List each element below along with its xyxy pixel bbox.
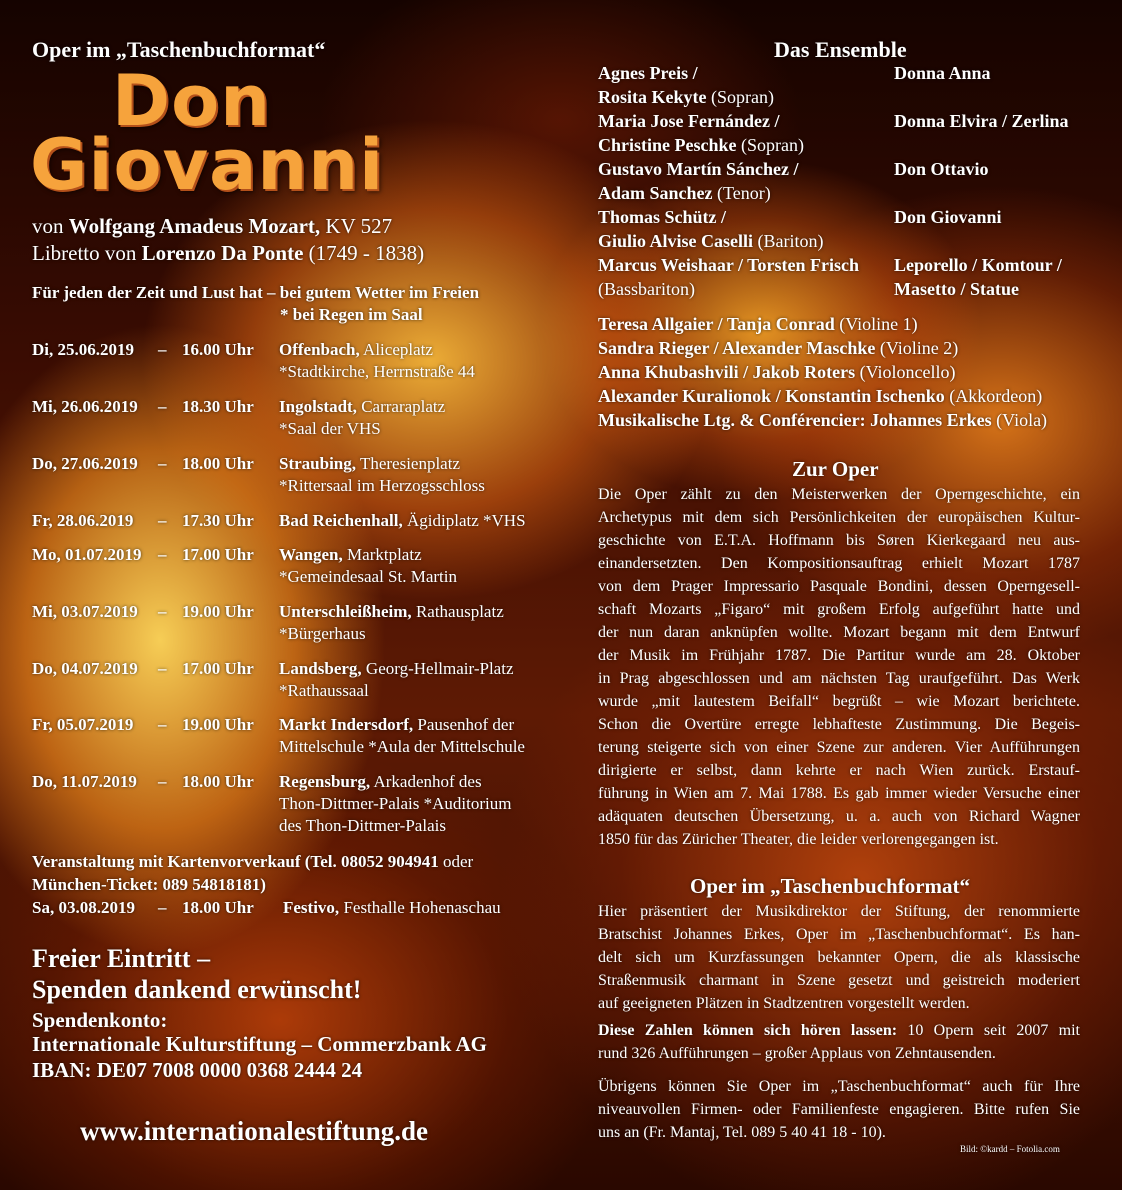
date: Do, 11.07.2019 <box>32 772 137 791</box>
paragraph-line: auf geeigneten Plätzen in Stadtzentren vorgestellt werden. <box>598 995 970 1012</box>
musician-instrument: (Violine 2) <box>875 338 959 358</box>
paragraph-line: Hier präsentiert der Musikdirektor der Stiftung, der renommierte <box>598 903 1080 920</box>
free-entry: Freier Eintritt – <box>32 944 211 973</box>
place: Theresienplatz <box>356 454 461 473</box>
time: 18.00 Uhr <box>182 454 254 473</box>
musician <box>598 410 1047 431</box>
ticketed-line: Veranstaltung mit Kartenvorverkauf (Tel. 08052 904941 oder <box>32 852 474 871</box>
singer-name: Thomas Schütz / <box>598 207 727 227</box>
paragraph-line: 1850 für das Züricher Theater, die leider verlorengegangen ist. <box>598 831 999 848</box>
singer-name: Agnes Preis / <box>598 63 698 83</box>
place: Rathausplatz <box>411 602 504 621</box>
paragraph-line: uns an (Fr. Mantaj, Tel. 089 5 40 41 18 - 10). <box>598 1124 886 1141</box>
composer-line: von Wolfgang Amadeus Mozart, KV 527 <box>32 214 393 238</box>
city: Unterschleißheim, <box>279 602 412 621</box>
role: Masetto / Statue <box>894 279 1019 299</box>
singer-name: Maria Jose Fernández / <box>598 111 780 131</box>
role: Leporello / Komtour / <box>894 255 1062 275</box>
venue <box>279 454 460 474</box>
venue <box>279 602 504 622</box>
musician-instrument: (Violine 1) <box>834 314 918 334</box>
donations-welcome: Spenden dankend erwünscht! <box>32 975 362 1004</box>
role: Donna Anna <box>894 63 991 83</box>
venue <box>279 659 514 679</box>
time: 17.00 Uhr <box>182 659 254 678</box>
date: Do, 27.06.2019 <box>32 454 138 473</box>
date-dash: – <box>158 772 167 791</box>
venue <box>279 397 445 417</box>
singer-name-2 <box>598 279 695 300</box>
singer-name-bold: Giulio Alvise Caselli <box>598 231 754 251</box>
city: Offenbach, <box>279 340 360 359</box>
website-link[interactable]: www.internationalestiftung.de <box>80 1116 429 1146</box>
ensemble-title: Das Ensemble <box>774 37 907 62</box>
singer-name: Marcus Weishaar / Torsten Frisch <box>598 255 860 275</box>
singer-voice: (Bariton) <box>753 231 824 251</box>
musician-instrument: (Viola) <box>991 410 1048 430</box>
singer-name-2 <box>598 183 771 204</box>
paragraph-line: schaft Mozarts „Figaro“ mit großem Erfolg aufgeführt hatte und <box>598 601 1080 618</box>
venue <box>279 545 422 565</box>
tagline: Oper im „Taschenbuchformat“ <box>32 37 326 62</box>
city: Ingolstadt, <box>279 397 357 416</box>
paragraph-line: Die Oper zählt zu den Meisterwerken der Operngeschichte, ein <box>598 486 1080 503</box>
paragraph-line: delt sich um Kurzfassungen bekannter Opern, die als klassische <box>598 949 1080 966</box>
place: Aliceplatz <box>359 340 433 359</box>
venue <box>279 511 526 531</box>
time: 17.00 Uhr <box>182 545 254 564</box>
paragraph-line: niveauvollen Firmen- oder Familienfeste engagieren. Bitte rufen Sie <box>598 1101 1080 1118</box>
musician-instrument: (Violoncello) <box>855 362 956 382</box>
singer-voice: (Bassbariton) <box>598 279 695 299</box>
paragraph-line: in Prag abgeschlossen und am nächsten Tag uraufgeführt. Das Werk <box>598 670 1080 687</box>
date: Fr, 05.07.2019 <box>32 715 134 734</box>
donation-bank: Internationale Kulturstiftung – Commerzbank AG <box>32 1032 488 1056</box>
libretto-line: Libretto von Lorenzo Da Ponte (1749 - 1838) <box>32 241 425 265</box>
musician-name: Teresa Allgaier / Tanja Conrad <box>598 314 835 334</box>
rain-venue: Mittelschule *Aula der Mittelschule <box>279 737 525 756</box>
musician-name: Musikalische Ltg. & Conférencier: Johannes Erkes <box>598 410 992 430</box>
singer-name-2 <box>598 231 824 252</box>
rain-venue: *Rathaussaal <box>279 681 369 700</box>
zur-oper-title: Zur Oper <box>792 457 879 481</box>
time: 19.00 Uhr <box>182 715 254 734</box>
donation-account-label: Spendenkonto: <box>32 1008 168 1032</box>
singer-voice: (Sopran) <box>706 87 774 107</box>
musician-name: Sandra Rieger / Alexander Maschke <box>598 338 876 358</box>
date-dash: – <box>158 545 167 564</box>
place: Georg-Hellmair-Platz <box>361 659 514 678</box>
singer-name-2 <box>598 135 804 156</box>
paragraph-line: Straßenmusik charmant in Szene gesetzt und geistreich moderiert <box>598 972 1080 989</box>
intro-line: Für jeden der Zeit und Lust hat – bei gutem Wetter im Freien <box>32 283 480 302</box>
paragraph-line: einandersetzten. Den Kompositionsauftrag erhielt Mozart 1787 <box>598 555 1080 572</box>
image-credit: Bild: ©kardd – Fotolia.com <box>960 1144 1060 1154</box>
musician <box>598 338 958 359</box>
ticketed-munich: München-Ticket: 089 54818181) <box>32 875 266 894</box>
time: 16.00 Uhr <box>182 340 254 359</box>
date: Mi, 03.07.2019 <box>32 602 138 621</box>
paragraph-line: Archetypus mit dem sich Persönlichkeiten der europäischen Kultur- <box>598 509 1080 526</box>
paragraph-line: von dem Prager Impressario Pasquale Bondini, dessen Operngesell- <box>598 578 1080 595</box>
musician <box>598 386 1042 407</box>
paragraph-line: wurde „mit lautestem Beifall“ begrüßt – wie Mozart berichtete. <box>598 693 1080 710</box>
city: Bad Reichenhall, <box>279 511 403 530</box>
taschenbuch-title: Oper im „Taschenbuchformat“ <box>690 874 971 898</box>
paragraph-line: dirigierte er selbst, dann kehrte er nach Wien zurück. Erstauf- <box>598 762 1080 779</box>
city: Wangen, <box>279 545 343 564</box>
ticketed-dash: – <box>158 898 167 917</box>
paragraph-line: geschichte von E.T.A. Hoffmann bis Søren Kierkegaard neu aus- <box>598 532 1080 549</box>
musician <box>598 362 955 383</box>
singer-name-bold: Rosita Kekyte <box>598 87 707 107</box>
city: Straubing, <box>279 454 356 473</box>
paragraph-line: führung in Wien am 7. Mai 1788. Es gab immer wieder Versuche einer <box>598 785 1080 802</box>
city: Regensburg, <box>279 772 371 791</box>
rain-venue-2: des Thon-Dittmer-Palais <box>279 816 446 835</box>
rain-venue: *Saal der VHS <box>279 419 381 438</box>
singer-name-bold: Adam Sanchez <box>598 183 713 203</box>
paragraph-line: Übrigens können Sie Oper im „Taschenbuchformat“ auch für Ihre <box>598 1078 1080 1095</box>
rain-venue: *Stadtkirche, Herrnstraße 44 <box>279 362 475 381</box>
rain-venue: Thon-Dittmer-Palais *Auditorium <box>279 794 512 813</box>
paragraph-line: adäquaten deutschen Übersetzung, u. a. auch von Richard Wagner <box>598 808 1080 825</box>
date: Do, 04.07.2019 <box>32 659 138 678</box>
city: Markt Indersdorf, <box>279 715 414 734</box>
rain-venue: *Bürgerhaus <box>279 624 366 643</box>
time: 19.00 Uhr <box>182 602 254 621</box>
place: Carraraplatz <box>356 397 446 416</box>
date-dash: – <box>158 715 167 734</box>
place: Pausenhof der <box>413 715 515 734</box>
logo-giovanni: Giovanni <box>30 124 385 206</box>
date: Mo, 01.07.2019 <box>32 545 142 564</box>
paragraph-line: Schon die Overtüre erregte lebhafteste Zustimmung. Die Begeis- <box>598 716 1080 733</box>
date-dash: – <box>158 602 167 621</box>
rain-venue: *Gemeindesaal St. Martin <box>279 567 457 586</box>
paragraph-line: Bratschist Johannes Erkes, Oper im „Taschenbuchformat“. Es han- <box>598 926 1080 943</box>
date-dash: – <box>158 454 167 473</box>
place: Ägidiplatz *VHS <box>402 511 526 530</box>
musician <box>598 314 918 335</box>
musician-name: Alexander Kuralionok / Konstantin Ischenko <box>598 386 945 406</box>
musician-instrument: (Akkordeon) <box>944 386 1043 406</box>
city: Landsberg, <box>279 659 362 678</box>
date-dash: – <box>158 659 167 678</box>
role: Donna Elvira / Zerlina <box>894 111 1069 131</box>
venue <box>279 715 514 735</box>
paragraph-line: der nun daran anknüpfen wollte. Mozart begann mit dem Entwurf <box>598 624 1080 641</box>
venue <box>279 340 433 360</box>
ticketed-date: Sa, 03.08.2019 <box>32 898 135 917</box>
place: Arkadenhof des <box>370 772 482 791</box>
singer-name-2 <box>598 87 774 108</box>
date: Fr, 28.06.2019 <box>32 511 134 530</box>
place: Marktplatz <box>342 545 422 564</box>
time: 17.30 Uhr <box>182 511 254 530</box>
donation-iban: IBAN: DE07 7008 0000 0368 2444 24 <box>32 1058 363 1082</box>
rain-venue: *Rittersaal im Herzogsschloss <box>279 476 485 495</box>
logo-don: Don <box>112 60 272 142</box>
numbers-line: Diese Zahlen können sich hören lassen: 10 Opern seit 2007 mit <box>598 1022 1081 1039</box>
singer-name-bold: Christine Peschke <box>598 135 737 155</box>
date-dash: – <box>158 340 167 359</box>
paragraph-line: terung steigerte sich von einer Szene zur anderen. Vier Aufführungen <box>598 739 1080 756</box>
ticketed-venue: Festivo, Festhalle Hohenaschau <box>283 898 501 917</box>
venue <box>279 772 482 792</box>
date: Mi, 26.06.2019 <box>32 397 138 416</box>
intro-rain-note: * bei Regen im Saal <box>280 305 423 324</box>
composer-name: Wolfgang Amadeus Mozart, <box>68 214 321 238</box>
date-dash: – <box>158 397 167 416</box>
singer-voice: (Tenor) <box>712 183 771 203</box>
singer-voice: (Sopran) <box>736 135 804 155</box>
date-dash: – <box>158 511 167 530</box>
ticketed-time: 18.00 Uhr <box>182 898 254 917</box>
singer-name: Gustavo Martín Sánchez / <box>598 159 799 179</box>
time: 18.00 Uhr <box>182 772 254 791</box>
librettist-name: Lorenzo Da Ponte <box>141 241 304 265</box>
time: 18.30 Uhr <box>182 397 254 416</box>
numbers-line-2: rund 326 Aufführungen – großer Applaus von Zehntausenden. <box>598 1045 996 1062</box>
role: Don Giovanni <box>894 207 1002 227</box>
date: Di, 25.06.2019 <box>32 340 134 359</box>
role: Don Ottavio <box>894 159 989 179</box>
musician-name: Anna Khubashvili / Jakob Roters <box>598 362 856 382</box>
paragraph-line: der Musik im Frühjahr 1787. Die Partitur wurde am 28. Oktober <box>598 647 1080 664</box>
